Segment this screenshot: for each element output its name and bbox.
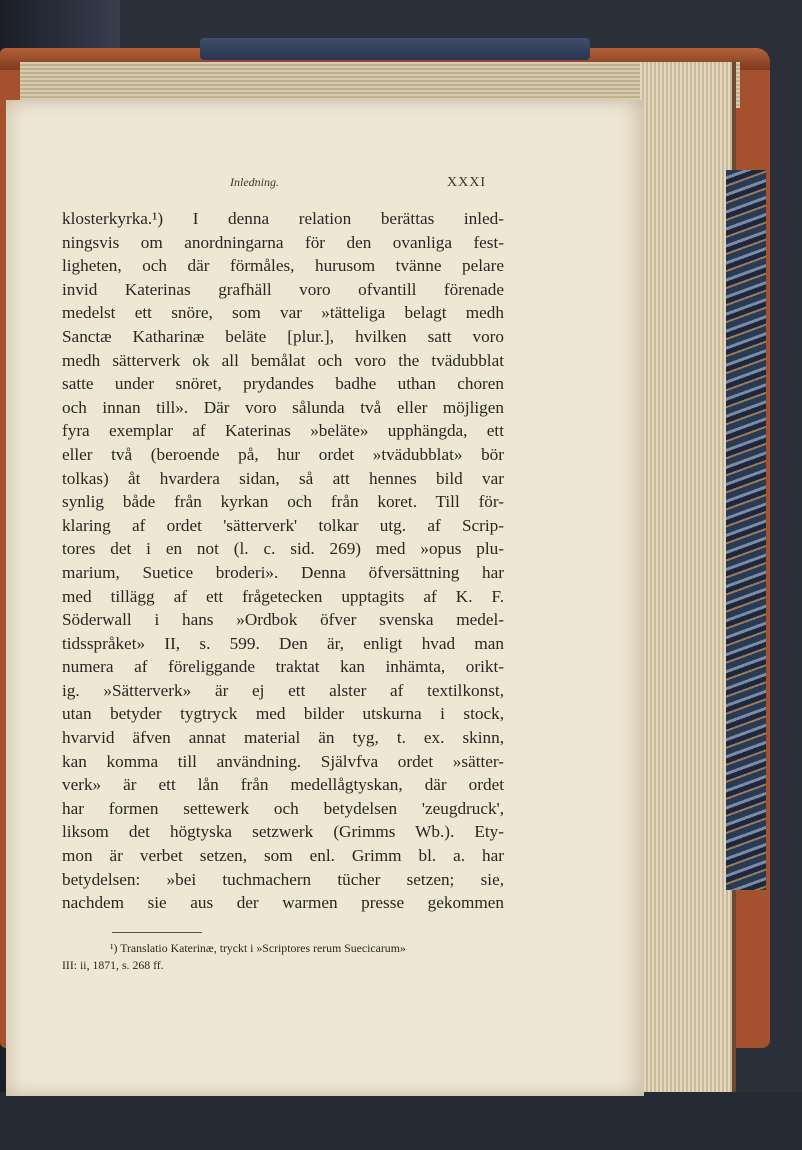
text-line: klaring af ordet 'sätterverk' tolkar utg. af Scrip- xyxy=(62,515,504,535)
text-line: fyra exemplar af Katerinas »beläte» upphängda, ett xyxy=(62,421,504,441)
text-line: med tillägg af ett frågetecken upptagits af K. F. xyxy=(62,586,504,606)
page-block-fore-edge xyxy=(640,62,736,1092)
text-line: Sanctæ Katharinæ beläte [plur.], hvilken satt voro xyxy=(62,326,504,346)
text-line: synlig både från kyrkan och från koret. Till för- xyxy=(62,492,504,512)
text-line: betydelsen: »bei tuchmachern tücher setzen; sie, xyxy=(62,869,504,889)
text-line: verk» är ett lån från medellågtyskan, där ordet xyxy=(62,775,504,795)
text-line: ligheten, och där förmåles, hurusom tvänne pelare xyxy=(62,256,504,276)
text-line: utan betyder tygtryck med bilder utskurna i stock, xyxy=(62,704,504,724)
text-line: medh sätterverk ok all bemålat och voro the tvädubblat xyxy=(62,350,504,370)
text-line: tolkas) åt hvardera sidan, så att hennes bild var xyxy=(62,468,504,488)
page-number: XXXI xyxy=(447,175,486,190)
text-line: kan komma till användning. Självfva ordet »sätter- xyxy=(62,751,504,771)
text-line: satte under snöret, prydandes badhe uthan choren xyxy=(62,374,504,394)
text-line: hvarvid äfven annat material än tyg, t. ex. skinn, xyxy=(62,728,504,748)
text-line: invid Katerinas grafhäll voro ofvantill förenade xyxy=(62,279,504,299)
text-line: Söderwall i hans »Ordbok öfver svenska medel- xyxy=(62,610,504,630)
book-spine-band xyxy=(200,38,590,60)
text-line: nachdem sie aus der warmen presse gekommen xyxy=(62,893,504,913)
running-head-title: Inledning. xyxy=(230,175,279,189)
footnote-line: ¹) Translatio Katerinæ, tryckt i »Scriptores rerum Suecicarum» xyxy=(110,941,406,955)
text-line: klosterkyrka.¹) I denna relation berättas inled- xyxy=(62,209,504,228)
footnote xyxy=(62,940,504,974)
text-line: medelst ett snöre, som var »tätteliga belagt medh xyxy=(62,303,504,323)
text-line: ig. »Sätterverk» är ej ett alster af textilkonst, xyxy=(62,680,504,700)
text-line: liksom det högtyska setzwerk (Grimms Wb.). Ety- xyxy=(62,822,504,842)
text-line: eller två (beroende på, hur ordet »tvädubblat» bör xyxy=(62,444,504,464)
text-line: marium, Suetice broderi». Denna öfversättning har xyxy=(62,562,504,582)
marbled-edge xyxy=(726,170,766,890)
text-line: numera af föreliggande traktat kan inhämta, orikt- xyxy=(62,657,504,677)
text-line: mon är verbet setzen, som enl. Grimm bl. a. har xyxy=(62,846,504,866)
text-line: har formen settewerk och betydelsen 'zeugdruck', xyxy=(62,798,504,818)
footnote-rule xyxy=(112,932,202,933)
footnote-line: III: ii, 1871, s. 268 ff. xyxy=(62,958,164,972)
bottom-shadow xyxy=(0,1092,802,1150)
text-line: och innan till». Där voro sålunda två eller möjligen xyxy=(62,397,504,417)
text-line: tores det i en not (l. c. sid. 269) med »opus plu- xyxy=(62,539,504,559)
body-text xyxy=(62,207,504,915)
text-line: tidsspråket» II, s. 599. Den är, enligt hvad man xyxy=(62,633,504,653)
running-head xyxy=(70,175,486,195)
text-line: ningsvis om anordningarna för den ovanliga fest- xyxy=(62,232,504,252)
